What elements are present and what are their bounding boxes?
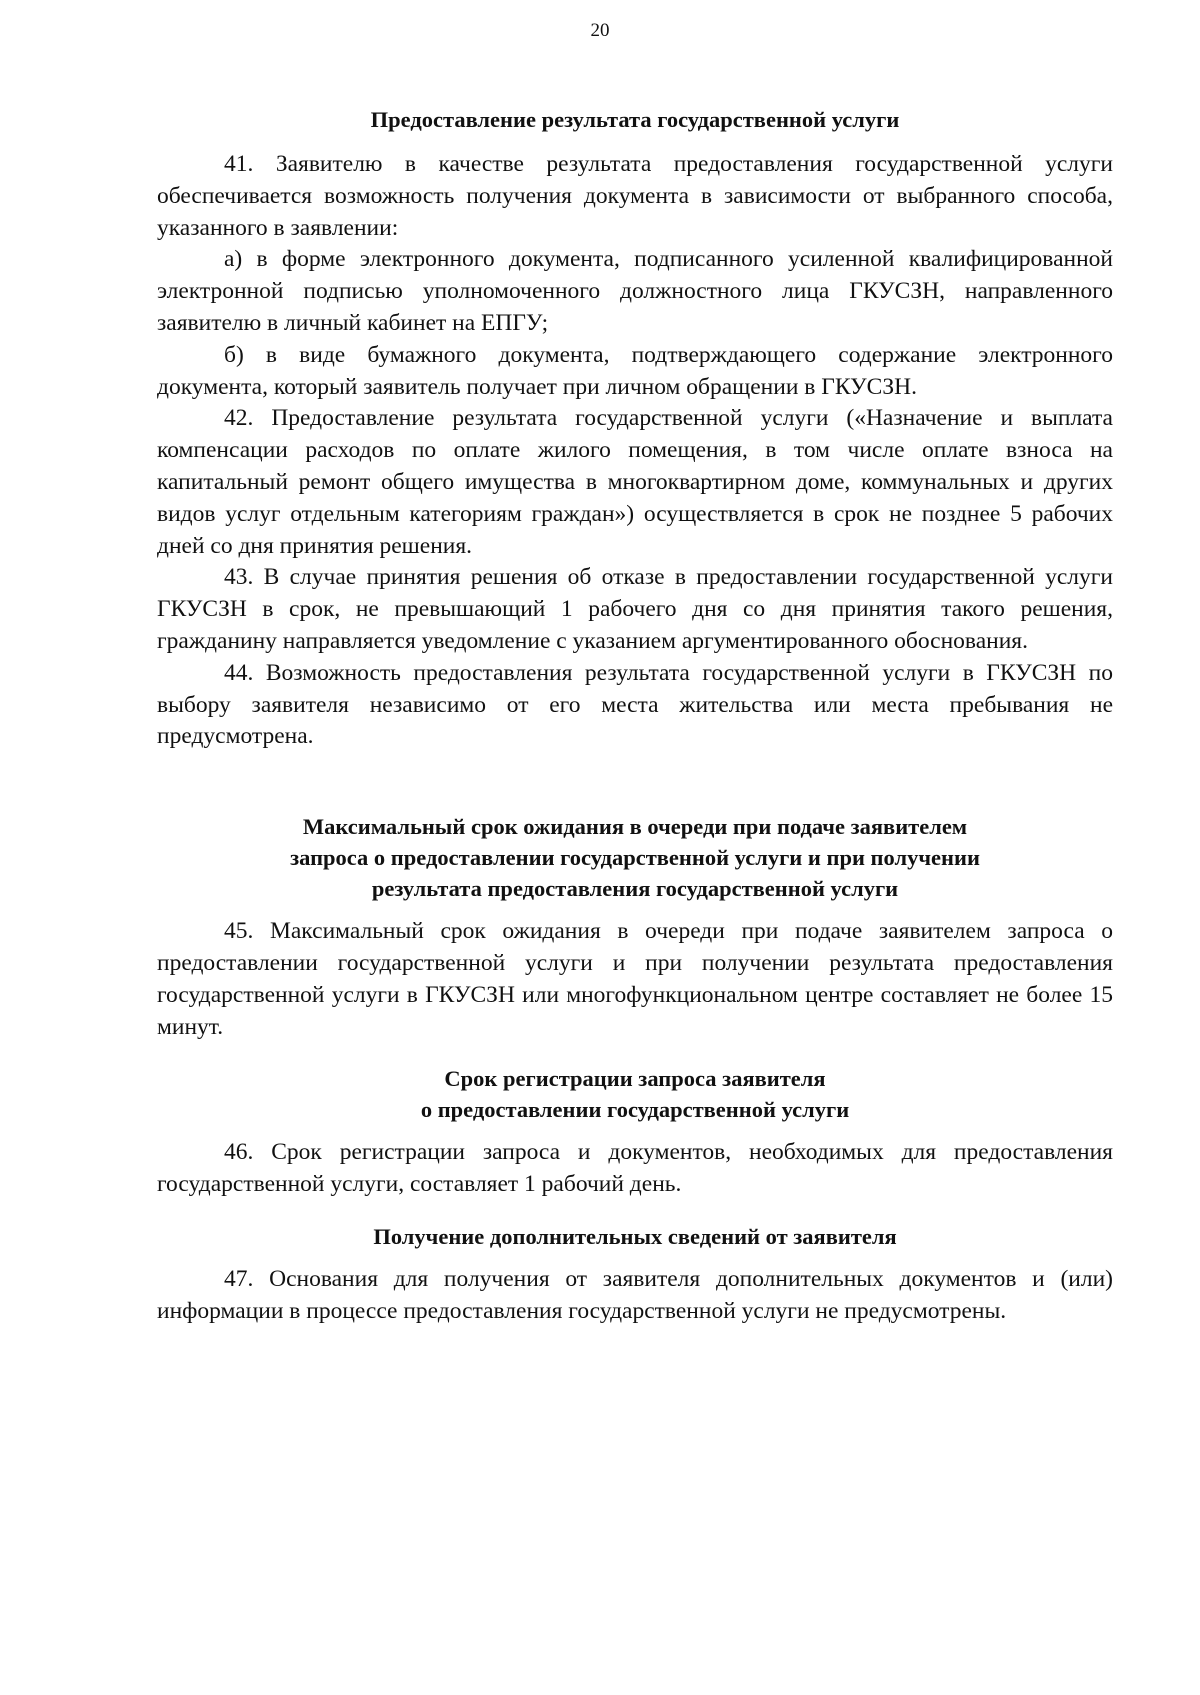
document-body [157, 104, 1113, 1328]
heading-line: Получение дополнительных сведений от заявителя [373, 1223, 897, 1249]
paragraph-41: 41. Заявителю в качестве результата предоставления государственной услуги обеспечивается возможность получения документа в зависимости от выбранного способа, указанного в заявлении: [157, 151, 1113, 241]
heading-line: результата предоставления государственной услуги [371, 876, 899, 902]
paragraph-45: 45. Максимальный срок ожидания в очереди при подаче заявителем запроса о предоставлении государственной услуги и при получении результата предоставления государственной услуги в ГКУСЗН или многофункциональном центре составляет не более 15 минут. [157, 918, 1113, 1040]
paragraph-41b: б) в виде бумажного документа, подтверждающего содержание электронного документа, который заявитель получает при личном обращении в ГКУСЗН. [157, 341, 1113, 400]
paragraph-44: 44. Возможность предоставления результата государственной услуги в ГКУСЗН по выбору заявителя независимо от его места жительства или места пребывания не предусмотрена. [157, 659, 1113, 750]
paragraph-47: 47. Основания для получения от заявителя дополнительных документов и (или) информации в процессе предоставления государственной услуги не предусмотрены. [157, 1265, 1113, 1324]
heading-line: Максимальный срок ожидания в очереди при подаче заявителем [302, 814, 968, 840]
section-heading-result [157, 104, 1113, 135]
heading-line: Срок регистрации запроса заявителя [444, 1066, 826, 1092]
section-heading-additional-info [157, 1221, 1113, 1252]
section-heading-queue-time [157, 811, 1113, 904]
page-number: 20 [590, 20, 610, 41]
paragraph-46: 46. Срок регистрации запроса и документов, необходимых для предоставления государственной услуги, составляет 1 рабочий день. [157, 1139, 1113, 1198]
paragraph-43: 43. В случае принятия решения об отказе в предоставлении государственной услуги ГКУСЗН в срок, не превышающий 1 рабочего дня со дня принятия такого решения, гражданину направляется уведомление с указанием аргументированного обоснования. [157, 564, 1113, 654]
paragraph-41a: а) в форме электронного документа, подписанного усиленной квалифицированной электронной подписью уполномоченного должностного лица ГКУСЗН, направленного заявителю в личный кабинет на ЕПГУ; [157, 246, 1113, 336]
paragraph-42: 42. Предоставление результата государственной услуги («Назначение и выплата компенсации расходов по оплате жилого помещения, в том числе оплате взноса на капитальный ремонт общего имущества в многоквартирном доме, коммунальных и других видов услуг отдельным категориям граждан») осуществляется в срок не позднее 5 рабочих дней со дня принятия решения. [157, 405, 1113, 559]
heading-line: запроса о предоставлении государственной услуги и при получении [290, 845, 980, 871]
section-heading-registration [157, 1063, 1113, 1125]
heading-line: Предоставление результата государственной услуги [370, 107, 900, 132]
heading-line: о предоставлении государственной услуги [420, 1097, 850, 1123]
